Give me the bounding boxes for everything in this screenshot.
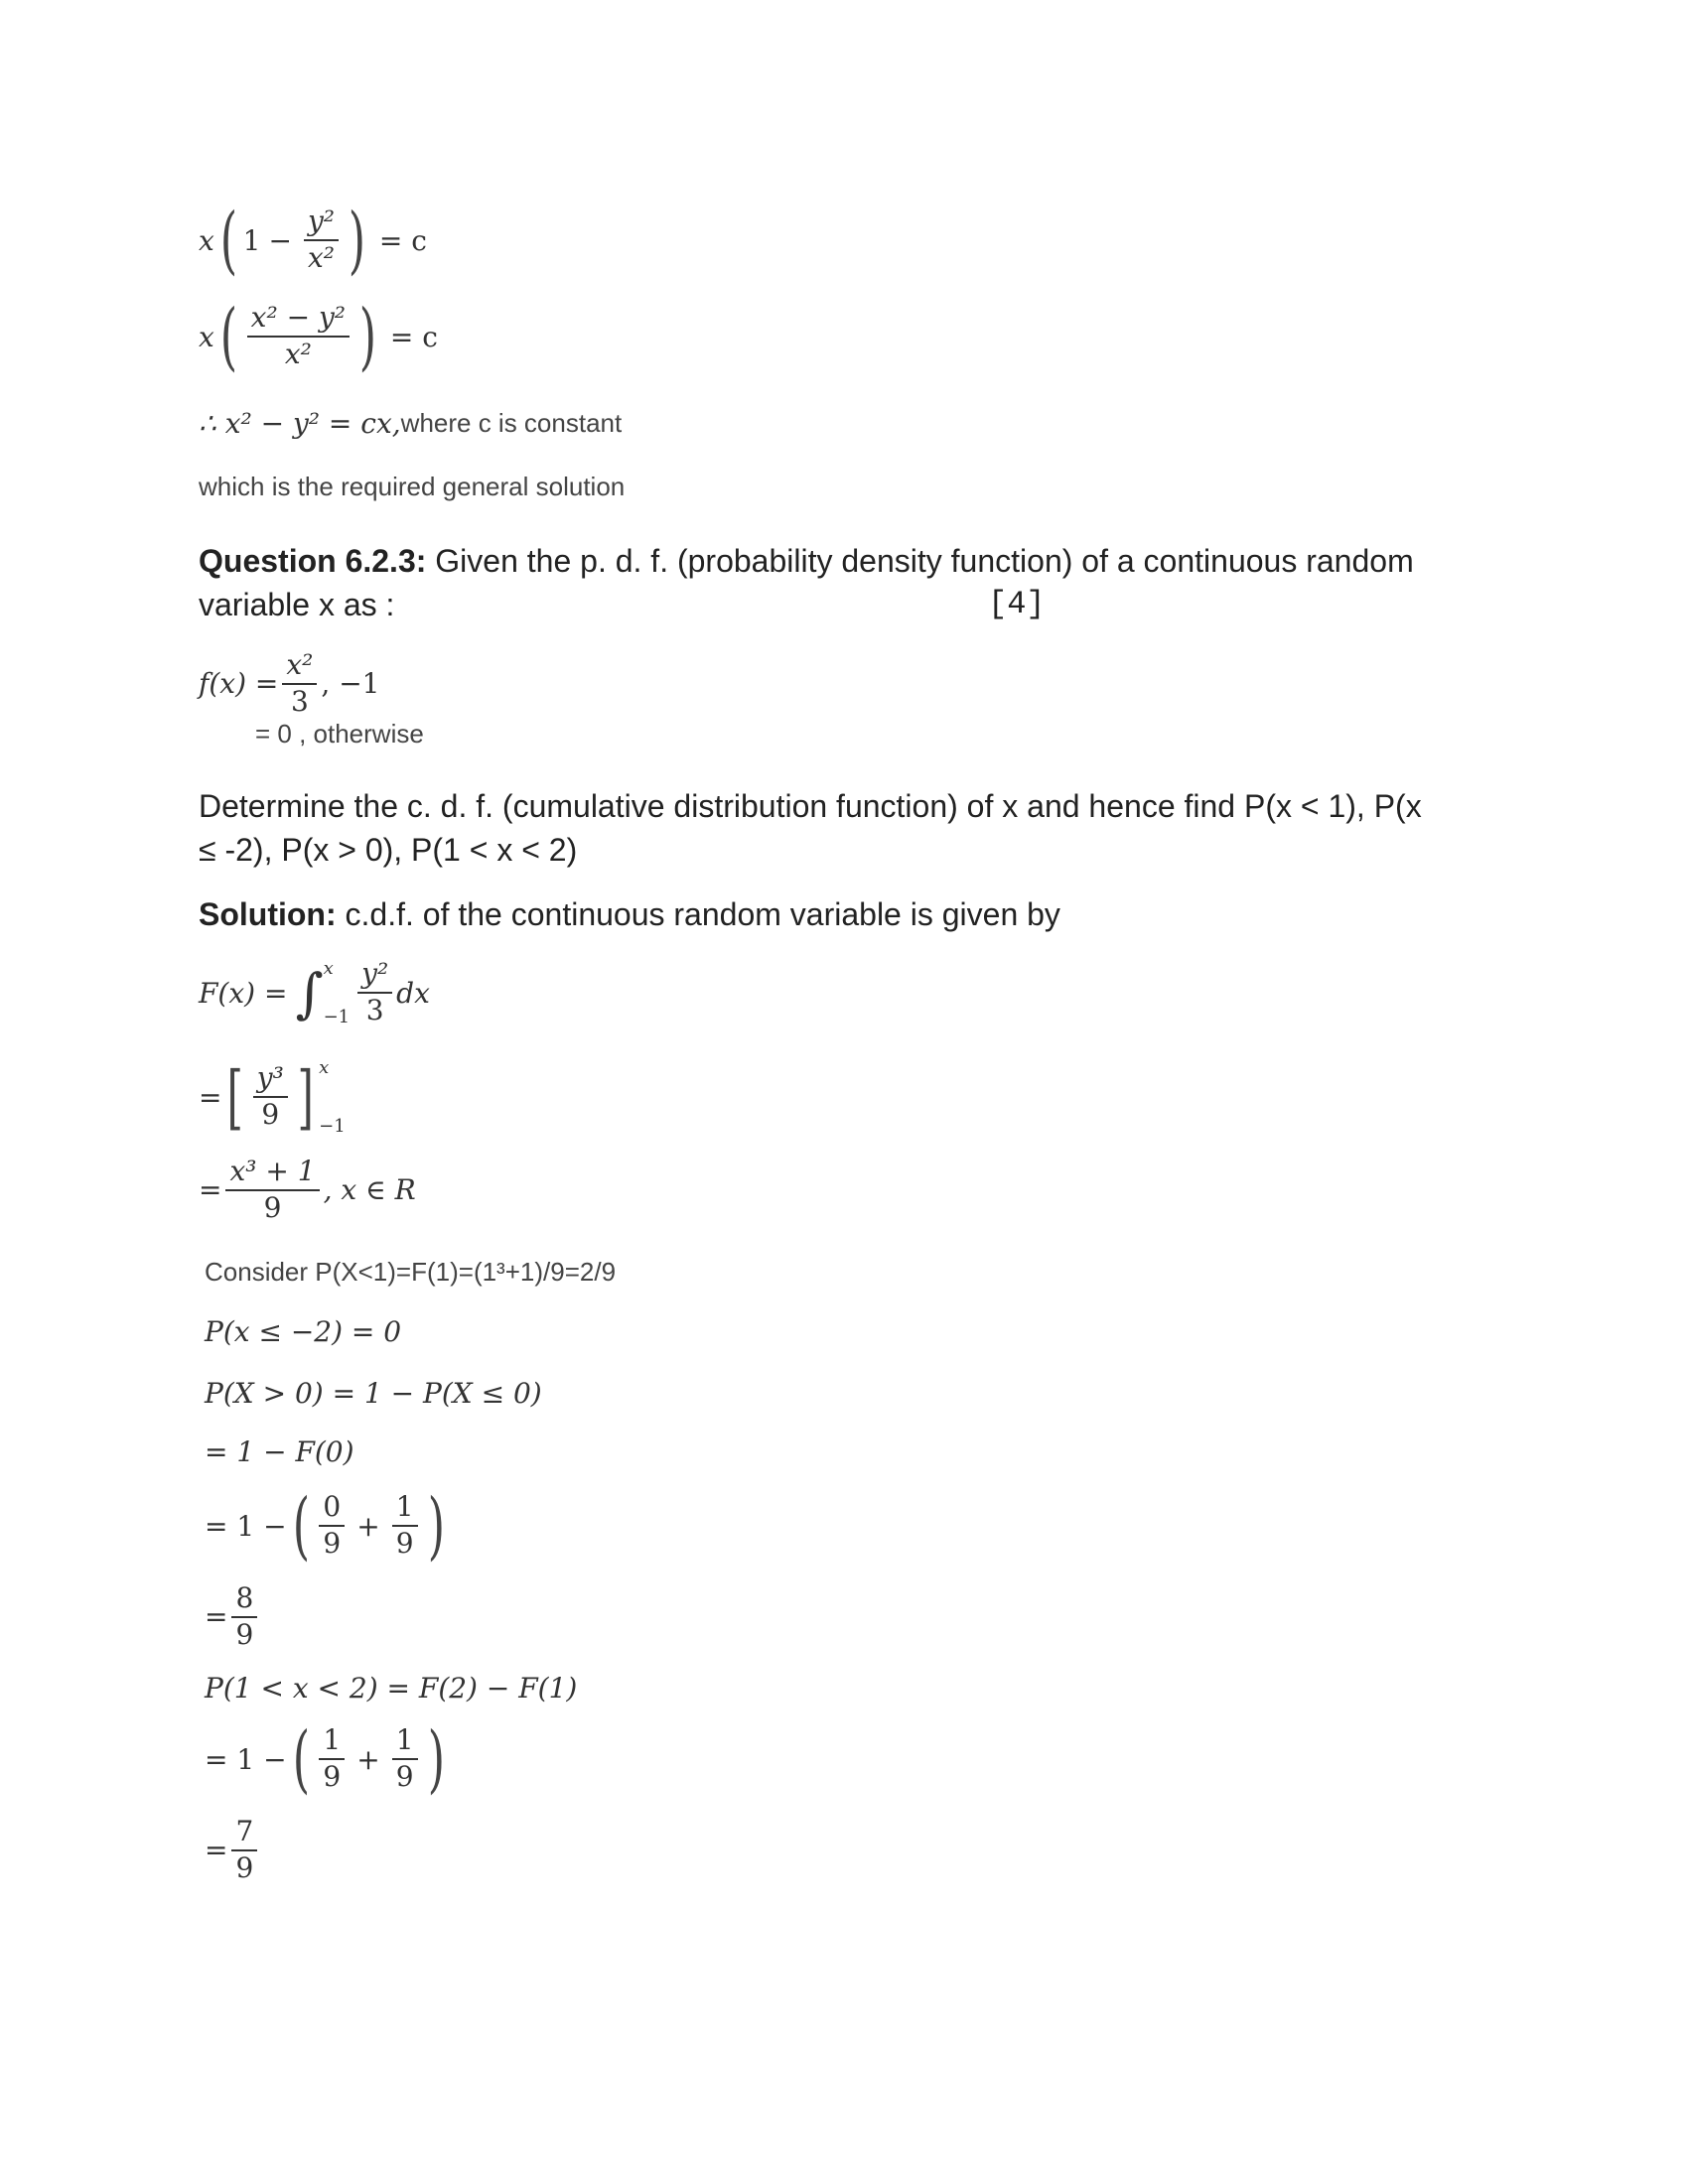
numerator: x³ + 1: [225, 1157, 319, 1191]
eq-text: x: [199, 320, 214, 353]
eq-text: x: [199, 223, 214, 257]
upper-limit: x: [323, 958, 334, 979]
numerator: x² − y²: [247, 303, 350, 338]
eq-text: = c: [389, 320, 438, 353]
numerator: y²: [357, 959, 392, 994]
conclusion-text: which is the required general solution: [199, 472, 626, 501]
eq-text: F(x) =: [199, 976, 288, 1010]
fraction: [319, 1492, 345, 1560]
numerator: x²: [282, 650, 317, 685]
pdf-equation: [199, 650, 379, 718]
upper-limit: x: [319, 1057, 330, 1078]
numerator: 1: [392, 1725, 418, 1760]
left-paren: (: [219, 294, 237, 379]
numerator: 8: [231, 1583, 257, 1618]
eq-text: +: [356, 1509, 380, 1543]
fraction: [225, 1157, 319, 1224]
eq-text: 1: [242, 223, 261, 257]
step-line: P(1 < x < 2) = F(2) − F(1): [205, 1672, 578, 1705]
eq-text: dx: [396, 976, 430, 1010]
step-line: = 1 − F(0): [205, 1435, 354, 1468]
right-paren: ): [358, 294, 377, 379]
eq-text: f(x) =: [199, 667, 279, 701]
integral-limits: [324, 958, 351, 1027]
cdf-integral: [199, 958, 430, 1027]
eq-note: where c is constant: [400, 408, 623, 438]
eq-text: = c: [378, 223, 427, 257]
right-paren: ): [427, 1483, 445, 1569]
numerator: 1: [392, 1492, 418, 1527]
denominator: 9: [323, 1760, 342, 1793]
equation-1: [199, 198, 435, 283]
left-bracket: [: [226, 1056, 244, 1138]
task-line: ≤ -2), P(x > 0), P(1 < x < 2): [199, 832, 578, 868]
question-line: Given the p. d. f. (probability density function) of a continuous random: [426, 543, 1414, 579]
equation-2: [199, 294, 446, 379]
eq-text: = 1 −: [205, 1509, 287, 1543]
step-fraction-sum: [205, 1483, 450, 1569]
denominator: 9: [261, 1098, 280, 1131]
cdf-result: [199, 1157, 416, 1224]
lower-limit: −1: [323, 1007, 351, 1027]
fraction: [392, 1725, 418, 1793]
numerator: y³: [253, 1063, 288, 1098]
step-result: [205, 1583, 261, 1651]
step-result: [205, 1817, 261, 1884]
cdf-evaluated: [199, 1057, 346, 1137]
eq-text: , x ∈ R: [323, 1173, 416, 1207]
fraction: [357, 959, 392, 1026]
eq-text: =: [205, 1600, 228, 1634]
pdf-otherwise: = 0 , otherwise: [255, 719, 424, 749]
denominator: 9: [395, 1527, 414, 1560]
left-paren: (: [292, 1483, 310, 1569]
denominator: 9: [395, 1760, 414, 1793]
step-fraction-sum: [205, 1716, 450, 1802]
right-bracket: ]: [297, 1056, 314, 1138]
fraction: [304, 206, 339, 274]
denominator: x²: [284, 338, 312, 370]
step-line: P(x ≤ −2) = 0: [205, 1315, 402, 1348]
lower-limit: −1: [319, 1116, 346, 1137]
fraction: [247, 303, 350, 370]
numerator: 1: [319, 1725, 345, 1760]
solution-intro: [199, 892, 1060, 936]
eq-text: =: [199, 1173, 222, 1207]
consider-line: Consider P(X<1)=F(1)=(1³+1)/9=2/9: [205, 1257, 617, 1287]
fraction: [231, 1583, 257, 1651]
integral-sign: ∫: [295, 961, 324, 1024]
fraction: [253, 1063, 288, 1131]
equation-3: [199, 407, 622, 440]
fraction: [319, 1725, 345, 1793]
numerator: 7: [231, 1817, 257, 1851]
bracket-limits: [319, 1057, 346, 1137]
fraction: [282, 650, 317, 718]
left-paren: (: [219, 198, 237, 283]
eq-text: −: [268, 223, 292, 257]
denominator: 9: [235, 1850, 254, 1884]
step-line: P(X > 0) = 1 − P(X ≤ 0): [205, 1377, 542, 1410]
fraction: [231, 1817, 257, 1884]
question-line: variable x as :: [199, 587, 395, 622]
question-text: [199, 539, 1414, 626]
denominator: 9: [263, 1190, 282, 1224]
right-paren: ): [348, 198, 366, 283]
solution-text: c.d.f. of the continuous random variable is given by: [336, 896, 1060, 932]
marks-badge: [4]: [988, 586, 1046, 622]
fraction: [392, 1492, 418, 1560]
denominator: 9: [235, 1617, 254, 1651]
eq-text: ∴ x² − y² = cx,: [199, 407, 401, 440]
solution-label: Solution:: [199, 896, 337, 932]
eq-text: =: [199, 1080, 222, 1114]
denominator: x²: [307, 241, 335, 274]
denominator: 3: [365, 994, 384, 1026]
eq-text: = 1 −: [205, 1742, 287, 1776]
numerator: y²: [304, 206, 339, 241]
denominator: 3: [290, 684, 309, 718]
denominator: 9: [323, 1527, 342, 1560]
right-paren: ): [427, 1716, 445, 1802]
numerator: 0: [319, 1492, 345, 1527]
eq-text: +: [356, 1742, 380, 1776]
eq-text: , −1: [321, 667, 380, 701]
task-line: Determine the c. d. f. (cumulative distribution function) of x and hence find P(x < 1), P(x: [199, 788, 1422, 824]
task-text: [199, 784, 1422, 872]
eq-text: =: [205, 1834, 228, 1867]
left-paren: (: [292, 1716, 310, 1802]
question-label: Question 6.2.3:: [199, 543, 427, 579]
